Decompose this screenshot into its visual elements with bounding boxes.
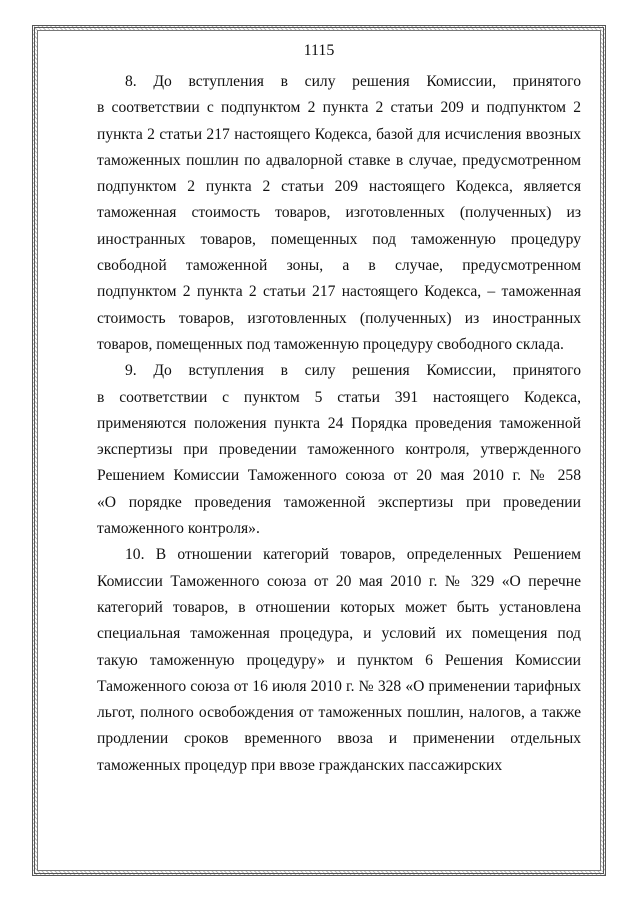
page-frame: [32, 25, 606, 876]
text-line: 8. До вступления в силу решения Комиссии, принятого: [125, 73, 581, 90]
text-line: применяются положения пункта 24 Порядка проведения таможенной: [97, 414, 581, 432]
text-line: товаров, помещенных под таможенную процедуру свободного склада.: [97, 335, 564, 353]
text-line: экспертизы при проведении таможенного контроля, утвержденного: [97, 441, 581, 459]
text-line: Таможенного союза от 16 июля 2010 г. № 328 «О применении тарифных: [97, 677, 581, 695]
paragraph-p9: [97, 358, 581, 542]
text-line: таможенного контроля».: [97, 520, 260, 538]
paragraph-p10: [97, 542, 581, 779]
text-line: льгот, полного освобождения от таможенных пошлин, налогов, а также: [97, 704, 581, 722]
text-line: подпунктом 2 пункта 2 статьи 209 настоящего Кодекса, является: [97, 178, 581, 196]
text-line: продлении сроков временного ввоза и применении отдельных: [97, 730, 581, 748]
text-line: таможенных процедур при ввозе гражданских пассажирских: [97, 756, 503, 774]
text-line: свободной таможенной зоны, а в случае, предусмотренном: [97, 257, 581, 275]
text-line: стоимость товаров, изготовленных (полученных) из иностранных: [97, 309, 581, 327]
document-body: [97, 69, 581, 779]
text-line: пункта 2 статьи 217 настоящего Кодекса, базой для исчисления ввозных: [97, 125, 581, 143]
text-line: таможенных пошлин по адвалорной ставке в случае, предусмотренном: [97, 151, 581, 169]
text-line: Решением Комиссии Таможенного союза от 20 мая 2010 г. № 258: [97, 467, 581, 485]
text-line: специальная таможенная процедура, и условий их помещения под: [97, 625, 581, 643]
text-line: в соответствии с подпунктом 2 пункта 2 статьи 209 и подпунктом 2: [97, 99, 581, 117]
text-line: 10. В отношении категорий товаров, определенных Решением: [125, 546, 581, 564]
text-line: такую таможенную процедуру» и пунктом 6 Решения Комиссии: [97, 651, 581, 669]
text-line: подпунктом 2 пункта 2 статьи 217 настоящего Кодекса, – таможенная: [97, 283, 581, 301]
page-content: [37, 30, 601, 871]
text-line: иностранных товаров, помещенных под таможенную процедуру: [97, 230, 581, 248]
text-line: «О порядке проведения таможенной экспертизы при проведении: [97, 493, 581, 511]
text-line: таможенная стоимость товаров, изготовленных (полученных) из: [97, 204, 581, 222]
text-line: 9. До вступления в силу решения Комиссии, принятого: [125, 362, 581, 380]
paragraph-p8: [97, 69, 581, 358]
text-line: Комиссии Таможенного союза от 20 мая 2010 г. № 329 «О перечне: [97, 572, 581, 590]
page-number: 1115: [303, 42, 335, 59]
text-line: в соответствии с пунктом 5 статьи 391 настоящего Кодекса,: [97, 388, 581, 406]
text-line: категорий товаров, в отношении которых может быть установлена: [97, 598, 581, 616]
